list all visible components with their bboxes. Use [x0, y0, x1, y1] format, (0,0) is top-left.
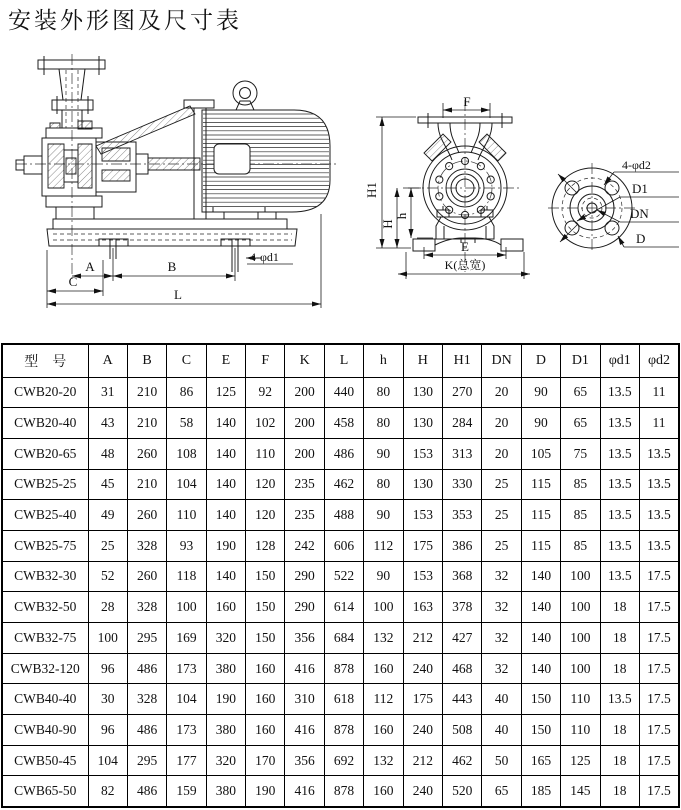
d1-label: D1: [632, 181, 648, 196]
table-row: [2, 623, 679, 654]
value-cell: 96: [88, 715, 127, 746]
value-cell: 440: [324, 377, 363, 408]
value-cell: 13.5: [600, 469, 639, 500]
value-cell: 145: [561, 776, 600, 807]
model-cell: CWB32-30: [2, 561, 88, 592]
value-cell: 328: [127, 530, 166, 561]
value-cell: 212: [403, 623, 442, 654]
value-cell: 40: [482, 684, 521, 715]
value-cell: 110: [561, 684, 600, 715]
value-cell: 17.5: [639, 653, 679, 684]
value-cell: 200: [285, 377, 324, 408]
value-cell: 118: [167, 561, 206, 592]
side-view: [16, 54, 338, 308]
value-cell: 20: [482, 408, 521, 439]
value-cell: 320: [206, 745, 245, 776]
value-cell: 486: [127, 653, 166, 684]
value-cell: 90: [364, 500, 403, 531]
value-cell: 380: [206, 776, 245, 807]
dim-label-e: E: [461, 239, 469, 254]
value-cell: 100: [364, 592, 403, 623]
value-cell: 85: [561, 500, 600, 531]
value-cell: 130: [403, 377, 442, 408]
value-cell: 92: [246, 377, 285, 408]
value-cell: 65: [482, 776, 521, 807]
value-cell: 140: [206, 408, 245, 439]
value-cell: 462: [443, 745, 482, 776]
model-cell: CWB20-65: [2, 438, 88, 469]
table-row: [2, 408, 679, 439]
base-foot-right: [501, 239, 523, 251]
value-cell: 104: [167, 684, 206, 715]
value-cell: 90: [364, 561, 403, 592]
value-cell: 165: [521, 745, 560, 776]
value-cell: 125: [206, 377, 245, 408]
value-cell: 160: [364, 715, 403, 746]
value-cell: 120: [246, 500, 285, 531]
value-cell: 40: [482, 715, 521, 746]
value-cell: 356: [285, 745, 324, 776]
value-cell: 416: [285, 776, 324, 807]
value-cell: 132: [364, 623, 403, 654]
value-cell: 240: [403, 653, 442, 684]
value-cell: 112: [364, 530, 403, 561]
value-cell: 242: [285, 530, 324, 561]
dimension-table: [1, 343, 680, 808]
value-cell: 104: [167, 469, 206, 500]
table-row: [2, 684, 679, 715]
value-cell: 378: [443, 592, 482, 623]
value-cell: 520: [443, 776, 482, 807]
flange-view: [548, 158, 679, 253]
value-cell: 120: [246, 469, 285, 500]
value-cell: 160: [364, 653, 403, 684]
value-cell: 240: [403, 776, 442, 807]
column-header: B: [127, 344, 166, 377]
value-cell: 115: [521, 469, 560, 500]
value-cell: 290: [285, 592, 324, 623]
value-cell: 28: [88, 592, 127, 623]
foot-hole-label: 4-φd1: [250, 250, 279, 264]
value-cell: 150: [246, 561, 285, 592]
dim-label-a: A: [85, 259, 95, 274]
value-cell: 140: [521, 623, 560, 654]
column-header: A: [88, 344, 127, 377]
value-cell: 328: [127, 684, 166, 715]
model-column-header: 型 号: [2, 344, 88, 377]
value-cell: 353: [443, 500, 482, 531]
value-cell: 190: [206, 530, 245, 561]
model-cell: CWB40-90: [2, 715, 88, 746]
value-cell: 25: [88, 530, 127, 561]
model-cell: CWB32-50: [2, 592, 88, 623]
value-cell: 175: [403, 530, 442, 561]
column-header: DN: [482, 344, 521, 377]
outline-drawing: [0, 40, 681, 340]
value-cell: 458: [324, 408, 363, 439]
value-cell: 132: [364, 745, 403, 776]
dim-label-l: L: [174, 287, 182, 302]
value-cell: 150: [246, 592, 285, 623]
value-cell: 486: [324, 438, 363, 469]
value-cell: 128: [246, 530, 285, 561]
value-cell: 150: [521, 715, 560, 746]
dim-label-h1: H1: [364, 182, 379, 198]
motor-foot: [258, 212, 276, 219]
value-cell: 100: [561, 561, 600, 592]
value-cell: 110: [246, 438, 285, 469]
value-cell: 17.5: [639, 561, 679, 592]
value-cell: 284: [443, 408, 482, 439]
value-cell: 65: [561, 377, 600, 408]
motor-shaft: [148, 158, 200, 170]
dim-label-f: F: [463, 94, 471, 109]
casing-bolt: [436, 193, 443, 200]
value-cell: 112: [364, 684, 403, 715]
value-cell: 200: [285, 408, 324, 439]
value-cell: 130: [403, 408, 442, 439]
value-cell: 295: [127, 623, 166, 654]
value-cell: 30: [88, 684, 127, 715]
value-cell: 443: [443, 684, 482, 715]
value-cell: 416: [285, 653, 324, 684]
value-cell: 18: [600, 623, 639, 654]
table-row: [2, 500, 679, 531]
model-cell: CWB25-40: [2, 500, 88, 531]
dn-label: DN: [630, 206, 649, 221]
table-header-row: [2, 344, 679, 377]
value-cell: 200: [285, 438, 324, 469]
value-cell: 235: [285, 469, 324, 500]
table-row: [2, 530, 679, 561]
value-cell: 159: [167, 776, 206, 807]
value-cell: 313: [443, 438, 482, 469]
value-cell: 96: [88, 653, 127, 684]
value-cell: 52: [88, 561, 127, 592]
value-cell: 150: [246, 623, 285, 654]
value-cell: 173: [167, 715, 206, 746]
value-cell: 140: [521, 561, 560, 592]
value-cell: 380: [206, 715, 245, 746]
value-cell: 90: [521, 377, 560, 408]
value-cell: 380: [206, 653, 245, 684]
value-cell: 270: [443, 377, 482, 408]
bolt-hole: [565, 221, 579, 235]
value-cell: 150: [521, 684, 560, 715]
value-cell: 125: [561, 745, 600, 776]
value-cell: 86: [167, 377, 206, 408]
table-row: [2, 469, 679, 500]
discharge-mid-flange: [52, 100, 93, 110]
value-cell: 58: [167, 408, 206, 439]
value-cell: 100: [561, 592, 600, 623]
value-cell: 18: [600, 745, 639, 776]
table-body: [2, 377, 679, 807]
value-cell: 878: [324, 715, 363, 746]
value-cell: 330: [443, 469, 482, 500]
value-cell: 31: [88, 377, 127, 408]
value-cell: 878: [324, 776, 363, 807]
value-cell: 260: [127, 500, 166, 531]
value-cell: 153: [403, 438, 442, 469]
value-cell: 13.5: [639, 530, 679, 561]
value-cell: 486: [127, 776, 166, 807]
value-cell: 684: [324, 623, 363, 654]
value-cell: 13.5: [600, 438, 639, 469]
value-cell: 290: [285, 561, 324, 592]
value-cell: 618: [324, 684, 363, 715]
column-header: L: [324, 344, 363, 377]
model-cell: CWB25-75: [2, 530, 88, 561]
value-cell: 13.5: [639, 500, 679, 531]
value-cell: 210: [127, 408, 166, 439]
model-cell: CWB20-40: [2, 408, 88, 439]
dim-label-b: B: [167, 259, 177, 274]
bolt-hole: [605, 181, 619, 195]
value-cell: 13.5: [639, 469, 679, 500]
value-cell: 32: [482, 592, 521, 623]
value-cell: 45: [88, 469, 127, 500]
value-cell: 110: [167, 500, 206, 531]
value-cell: 90: [521, 408, 560, 439]
value-cell: 368: [443, 561, 482, 592]
table-row: [2, 715, 679, 746]
value-cell: 160: [364, 776, 403, 807]
value-cell: 48: [88, 438, 127, 469]
model-cell: CWB25-25: [2, 469, 88, 500]
model-cell: CWB50-45: [2, 745, 88, 776]
value-cell: 606: [324, 530, 363, 561]
value-cell: 130: [403, 469, 442, 500]
column-header: K: [285, 344, 324, 377]
value-cell: 190: [246, 776, 285, 807]
value-cell: 295: [127, 745, 166, 776]
value-cell: 508: [443, 715, 482, 746]
value-cell: 18: [600, 715, 639, 746]
value-cell: 17.5: [639, 684, 679, 715]
column-header: φd1: [600, 344, 639, 377]
value-cell: 486: [127, 715, 166, 746]
value-cell: 427: [443, 623, 482, 654]
value-cell: 177: [167, 745, 206, 776]
column-header: D1: [561, 344, 600, 377]
value-cell: 82: [88, 776, 127, 807]
table-row: [2, 592, 679, 623]
table-row: [2, 561, 679, 592]
value-cell: 90: [364, 438, 403, 469]
value-cell: 140: [206, 500, 245, 531]
value-cell: 49: [88, 500, 127, 531]
bolt-hole: [605, 221, 619, 235]
column-header: H: [403, 344, 442, 377]
value-cell: 140: [206, 561, 245, 592]
dim-label-h: H: [380, 219, 395, 229]
value-cell: 153: [403, 561, 442, 592]
value-cell: 110: [561, 715, 600, 746]
value-cell: 488: [324, 500, 363, 531]
value-cell: 18: [600, 776, 639, 807]
value-cell: 105: [521, 438, 560, 469]
value-cell: 11: [639, 377, 679, 408]
value-cell: 260: [127, 561, 166, 592]
column-header: E: [206, 344, 245, 377]
value-cell: 170: [246, 745, 285, 776]
model-cell: CWB32-120: [2, 653, 88, 684]
value-cell: 416: [285, 715, 324, 746]
value-cell: 17.5: [639, 776, 679, 807]
value-cell: 140: [521, 592, 560, 623]
value-cell: 210: [127, 377, 166, 408]
value-cell: 260: [127, 438, 166, 469]
pump-top-cover: [46, 128, 102, 138]
value-cell: 185: [521, 776, 560, 807]
value-cell: 13.5: [600, 530, 639, 561]
value-cell: 17.5: [639, 745, 679, 776]
table-row: [2, 438, 679, 469]
table-row: [2, 377, 679, 408]
value-cell: 108: [167, 438, 206, 469]
value-cell: 163: [403, 592, 442, 623]
page-title: 安装外形图及尺寸表: [8, 8, 242, 33]
model-cell: CWB32-75: [2, 623, 88, 654]
value-cell: 65: [561, 408, 600, 439]
value-cell: 17.5: [639, 715, 679, 746]
value-cell: 32: [482, 623, 521, 654]
value-cell: 32: [482, 653, 521, 684]
value-cell: 20: [482, 438, 521, 469]
table-row: [2, 776, 679, 807]
value-cell: 100: [561, 653, 600, 684]
value-cell: 80: [364, 408, 403, 439]
value-cell: 462: [324, 469, 363, 500]
value-cell: 356: [285, 623, 324, 654]
value-cell: 75: [561, 438, 600, 469]
column-header: H1: [443, 344, 482, 377]
value-cell: 169: [167, 623, 206, 654]
casing-bolt: [436, 176, 443, 183]
motor-nameplate: [214, 144, 250, 174]
value-cell: 13.5: [600, 561, 639, 592]
value-cell: 115: [521, 500, 560, 531]
value-cell: 85: [561, 469, 600, 500]
value-cell: 80: [364, 377, 403, 408]
value-cell: 140: [206, 469, 245, 500]
column-header: D: [521, 344, 560, 377]
value-cell: 13.5: [639, 438, 679, 469]
value-cell: 20: [482, 377, 521, 408]
value-cell: 153: [403, 500, 442, 531]
value-cell: 175: [403, 684, 442, 715]
value-cell: 25: [482, 530, 521, 561]
motor-foot: [206, 212, 224, 219]
value-cell: 18: [600, 592, 639, 623]
value-cell: 17.5: [639, 592, 679, 623]
value-cell: 32: [482, 561, 521, 592]
column-header: F: [246, 344, 285, 377]
value-cell: 386: [443, 530, 482, 561]
value-cell: 43: [88, 408, 127, 439]
value-cell: 93: [167, 530, 206, 561]
value-cell: 115: [521, 530, 560, 561]
value-cell: 310: [285, 684, 324, 715]
value-cell: 160: [246, 715, 285, 746]
value-cell: 160: [246, 653, 285, 684]
value-cell: 13.5: [600, 684, 639, 715]
value-cell: 468: [443, 653, 482, 684]
value-cell: 140: [206, 438, 245, 469]
value-cell: 17.5: [639, 623, 679, 654]
value-cell: 25: [482, 500, 521, 531]
pump-bottom-cover: [46, 196, 102, 207]
flange-bolt-label: 4-φd2: [622, 158, 651, 172]
value-cell: 522: [324, 561, 363, 592]
value-cell: 102: [246, 408, 285, 439]
column-header: h: [364, 344, 403, 377]
model-cell: CWB40-40: [2, 684, 88, 715]
value-cell: 80: [364, 469, 403, 500]
value-cell: 85: [561, 530, 600, 561]
value-cell: 692: [324, 745, 363, 776]
support-strut: [96, 106, 195, 154]
column-header: φd2: [639, 344, 679, 377]
model-cell: CWB20-20: [2, 377, 88, 408]
table-row: [2, 745, 679, 776]
value-cell: 100: [561, 623, 600, 654]
shaft-stub: [24, 156, 42, 174]
value-cell: 173: [167, 653, 206, 684]
column-header: C: [167, 344, 206, 377]
value-cell: 240: [403, 715, 442, 746]
value-cell: 25: [482, 469, 521, 500]
value-cell: 328: [127, 592, 166, 623]
value-cell: 160: [206, 592, 245, 623]
value-cell: 13.5: [600, 500, 639, 531]
baseplate-top: [53, 219, 287, 229]
d-label: D: [636, 231, 646, 246]
value-cell: 13.5: [600, 408, 639, 439]
value-cell: 100: [88, 623, 127, 654]
value-cell: 212: [403, 745, 442, 776]
value-cell: 210: [127, 469, 166, 500]
value-cell: 878: [324, 653, 363, 684]
value-cell: 18: [600, 653, 639, 684]
value-cell: 13.5: [600, 377, 639, 408]
dim-label-k: K(总宽): [444, 258, 486, 272]
value-cell: 50: [482, 745, 521, 776]
discharge-top-flange: [38, 60, 105, 69]
value-cell: 160: [246, 684, 285, 715]
value-cell: 140: [521, 653, 560, 684]
value-cell: 614: [324, 592, 363, 623]
value-cell: 320: [206, 623, 245, 654]
value-cell: 104: [88, 745, 127, 776]
dim-label-hsmall: h: [394, 212, 409, 220]
value-cell: 100: [167, 592, 206, 623]
value-cell: 190: [206, 684, 245, 715]
dim-label-c: C: [68, 274, 78, 289]
model-cell: CWB65-50: [2, 776, 88, 807]
value-cell: 11: [639, 408, 679, 439]
value-cell: 235: [285, 500, 324, 531]
baseplate: [47, 229, 297, 246]
table-row: [2, 653, 679, 684]
front-view: [364, 94, 530, 279]
